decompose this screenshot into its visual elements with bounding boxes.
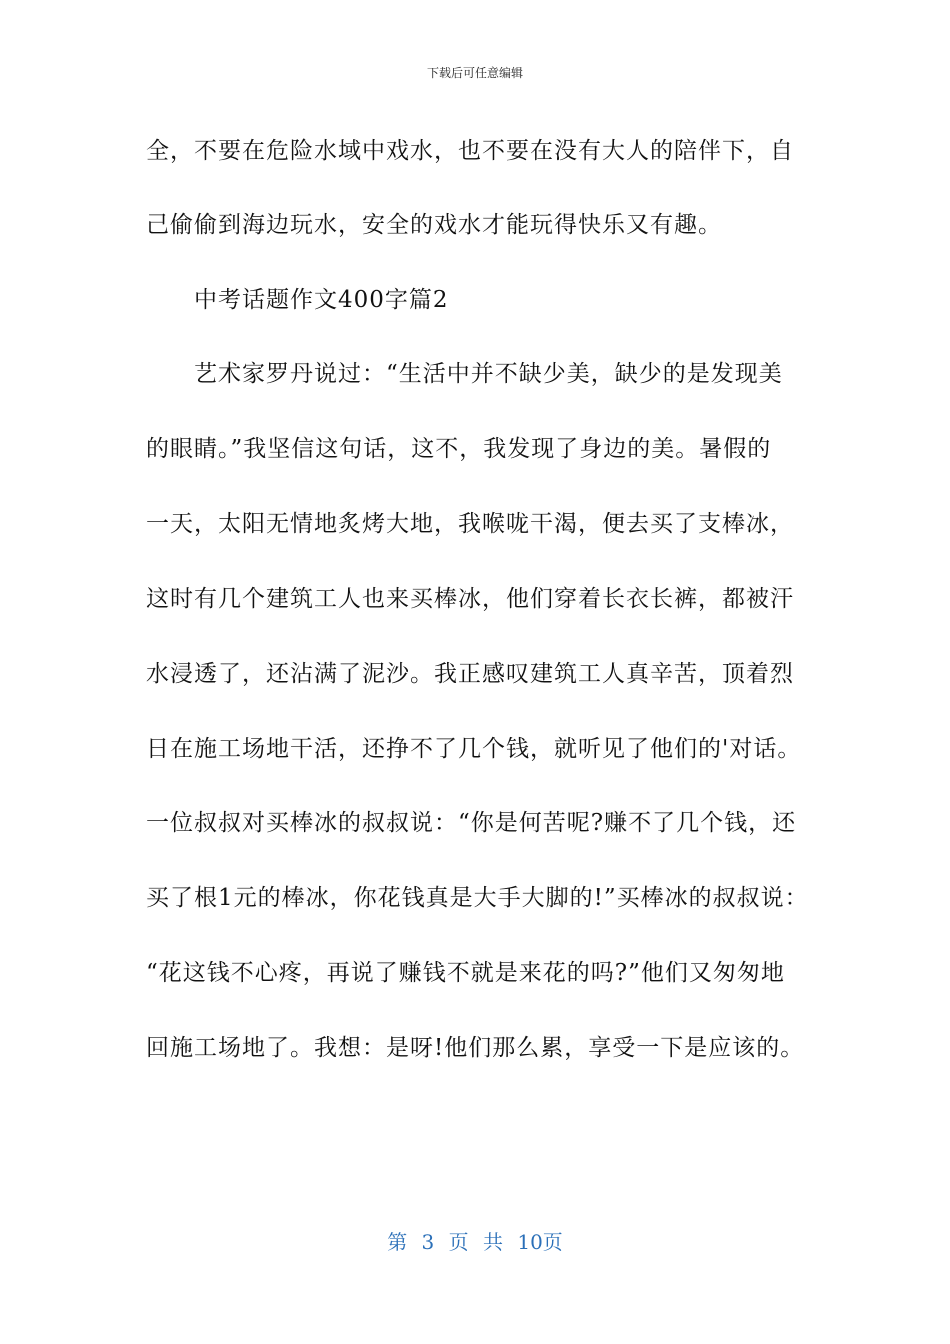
- page-header: 下载后可任意编辑: [426, 66, 523, 80]
- text-line-12: “花这钱不心疼，再说了赚钱不就是来花的吗?”他们又匆匆地: [146, 960, 785, 986]
- text-line-1: 全，不要在危险水域中戏水，也不要在没有大人的陪伴下，自: [146, 138, 794, 164]
- text-line-6: 一天，太阳无情地炙烤大地，我喉咙干渴，便去买了支棒冰，: [146, 511, 794, 537]
- text-line-8: 水浸透了，还沾满了泥沙。我正感叹建筑工人真辛苦，顶着烈: [146, 661, 794, 687]
- text-line-13: 回施工场地了。我想：是呀!他们那么累，享受一下是应该的。: [146, 1035, 805, 1061]
- text-line-10: 一位叔叔对买棒冰的叔叔说：“你是何苦呢?赚不了几个钱，还: [146, 810, 797, 836]
- text-line-11: 买了根1元的棒冰，你花钱真是大手大脚的!”买棒冰的叔叔说：: [146, 885, 809, 911]
- text-line-4: 艺术家罗丹说过：“生活中并不缺少美，缺少的是发现美: [194, 361, 783, 387]
- section-heading: 中考话题作文400字篇2: [194, 287, 449, 313]
- text-line-2: 己偷偷到海边玩水，安全的戏水才能玩得快乐又有趣。: [146, 212, 722, 238]
- text-line-9: 日在施工场地干活，还挣不了几个钱，就听见了他们的'对话。: [146, 736, 802, 762]
- text-line-5: 的眼睛。”我坚信这句话，这不，我发现了身边的美。暑假的: [146, 436, 772, 462]
- text-line-7: 这时有几个建筑工人也来买棒冰，他们穿着长衣长裤，都被汗: [146, 586, 794, 612]
- page-footer: 第 3 页 共 10页: [387, 1230, 563, 1254]
